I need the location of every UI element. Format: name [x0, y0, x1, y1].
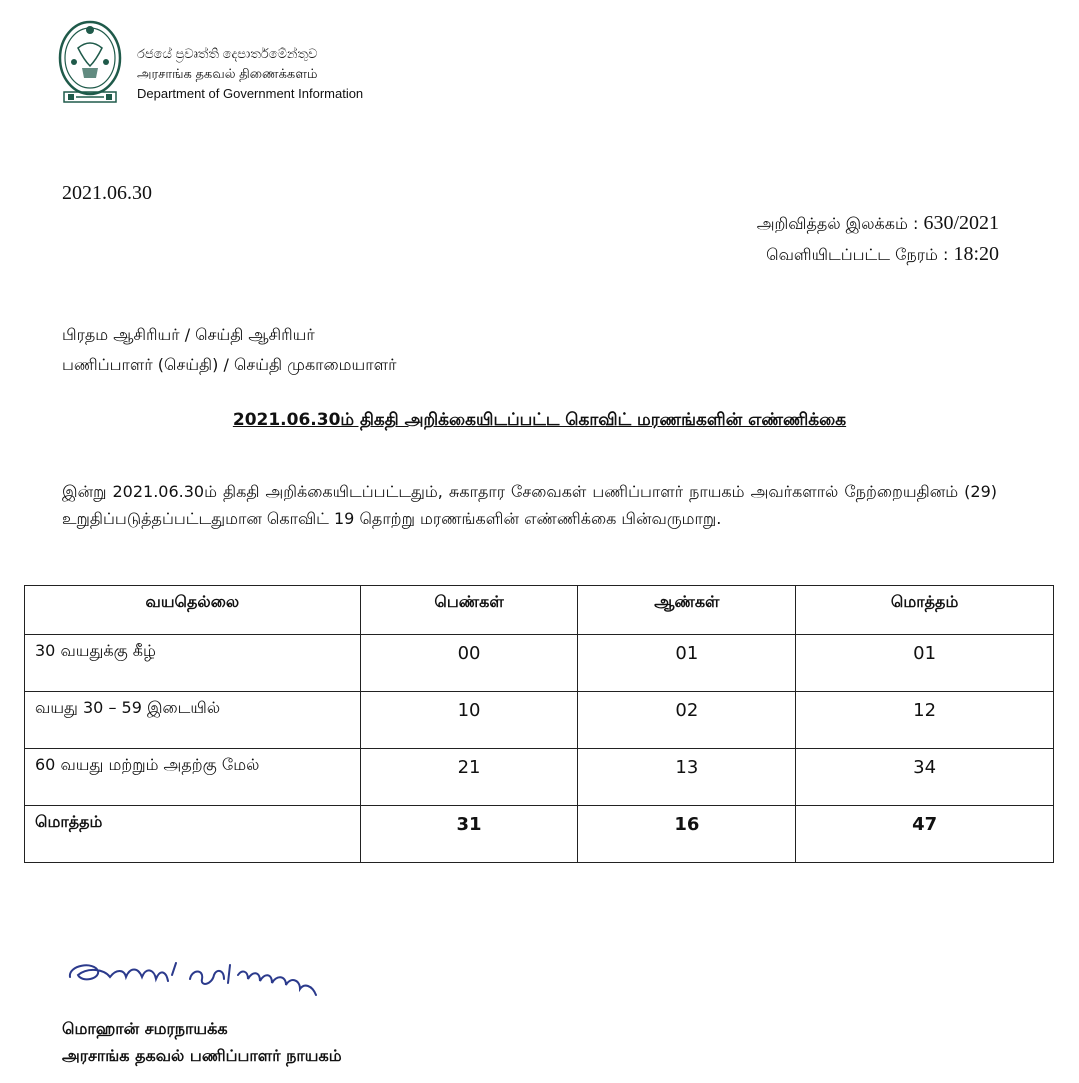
total-label-cell: மொத்தம்	[25, 806, 361, 863]
deaths-table	[24, 585, 1054, 863]
release-number-label: அறிவித்தல் இலக்கம் :	[756, 214, 919, 233]
header-female: பெண்கள்	[360, 586, 578, 635]
release-date: 2021.06.30	[62, 182, 152, 204]
department-name-sinhala: රජයේ ප්‍රවෘත්ති දෙපාර්තමේන්තුව	[137, 46, 318, 61]
government-emblem-logo	[56, 18, 124, 110]
age-range-cell: 30 வயதுக்கு கீழ்	[25, 635, 361, 692]
table-row	[25, 692, 1054, 749]
age-range-cell: வயது 30 – 59 இடையில்	[25, 692, 361, 749]
male-count-cell: 13	[578, 749, 796, 806]
female-count-cell: 21	[360, 749, 578, 806]
department-name-block	[137, 44, 363, 104]
department-name-tamil: அரசாங்க தகவல் திணைக்களம்	[137, 66, 318, 81]
addressee-line-2: பணிப்பாளர் (செய்தி) / செய்தி முகாமையாளர்	[62, 355, 397, 374]
table-total-row	[25, 806, 1054, 863]
grand-total-cell: 47	[796, 806, 1054, 863]
signatory-block	[62, 1015, 342, 1069]
table-row	[25, 635, 1054, 692]
release-meta	[757, 208, 999, 270]
female-count-cell: 00	[360, 635, 578, 692]
female-total-cell: 31	[360, 806, 578, 863]
age-range-cell: 60 வயது மற்றும் அதற்கு மேல்	[25, 749, 361, 806]
male-count-cell: 01	[578, 635, 796, 692]
total-count-cell: 01	[796, 635, 1054, 692]
total-count-cell: 12	[796, 692, 1054, 749]
signatory-name: மொஹான் சமரநாயக்க	[62, 1019, 228, 1038]
release-number: 630/2021	[923, 212, 999, 234]
document-title: 2021.06.30ம் திகதி அறிக்கையிடப்பட்ட கொவிட் மரணங்களின் எண்ணிக்கை	[232, 410, 847, 430]
female-count-cell: 10	[360, 692, 578, 749]
signatory-designation: அரசாங்க தகவல் பணிப்பாளர் நாயகம்	[62, 1046, 342, 1065]
header-total: மொத்தம்	[796, 586, 1054, 635]
addressee-block	[62, 320, 396, 380]
release-time-label: வெளியிடப்பட்ட நேரம் :	[766, 245, 949, 264]
header-age-range: வயதெல்லை	[25, 586, 361, 635]
table-row	[25, 749, 1054, 806]
intro-paragraph: இன்று 2021.06.30ம் திகதி அறிக்கையிடப்பட்டதும், சுகாதார சேவைகள் பணிப்பாளர் நாயகம் அவர்களால் நேற்றையதினம் (29) உறுதிப்படுத்தப்பட்டதுமான கொவிட் 19 தொற்று மரணங்களின் எண்ணிக்கை பின்வருமாறு.	[62, 482, 997, 528]
table-header-row	[25, 586, 1054, 635]
addressee-line-1: பிரதம ஆசிரியர் / செய்தி ஆசிரியர்	[62, 325, 315, 344]
handwritten-signature	[64, 955, 339, 1015]
male-count-cell: 02	[578, 692, 796, 749]
male-total-cell: 16	[578, 806, 796, 863]
department-name-english: Department of Government Information	[137, 86, 364, 101]
release-number-line	[757, 208, 999, 239]
header-male: ஆண்கள்	[578, 586, 796, 635]
release-time: 18:20	[953, 243, 999, 265]
total-count-cell: 34	[796, 749, 1054, 806]
release-time-line	[757, 239, 999, 270]
